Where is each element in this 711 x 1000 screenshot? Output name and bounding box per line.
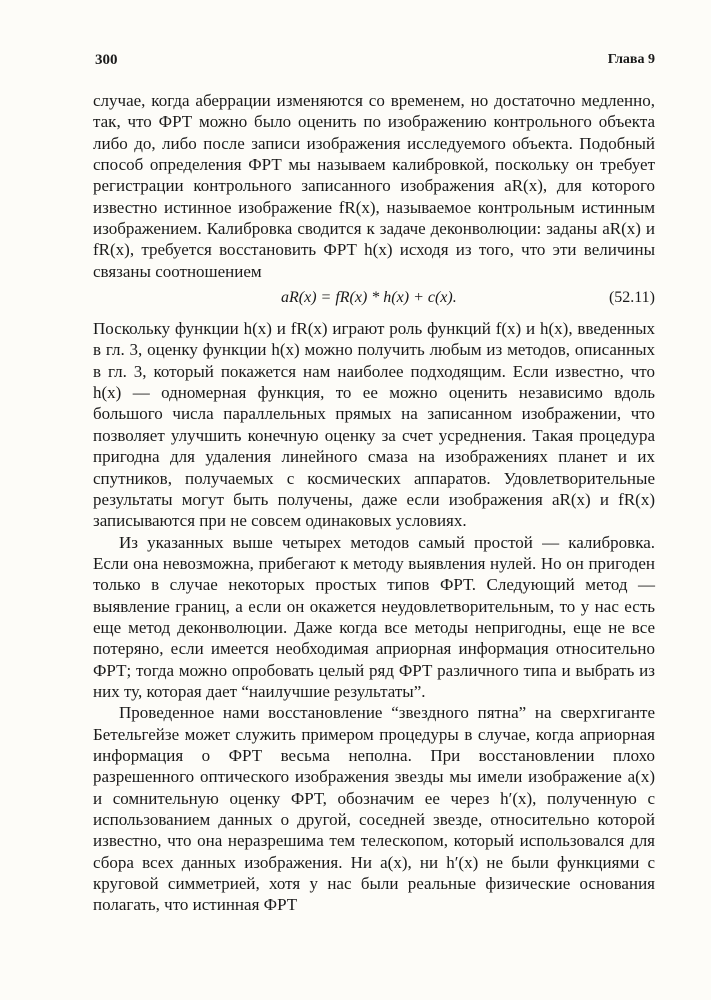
chapter-title: Глава 9 — [607, 52, 655, 67]
paragraph-4: Проведенное нами восстановление “звездного пятна” на сверхгиганте Бетельгейзе может служить примером процедуры в случае, когда априорная информация о ФРТ весьма неполна. При восстановлении плохо разрешенного оптического изображения звезды мы имели изображение a(x) и сомнительную оценку ФРТ, обозначим ее через h′(x), полученную с использованием данных о другой, соседней звезде, относительно которой известно, что она неразрешима тем телескопом, который использовался для сбора всех данных изображения. Ни a(x), ни h′(x) не были функциями с круговой симметрией, хотя у нас были реальные физические основания полагать, что истинная ФРТ — [93, 703, 655, 915]
paragraph-2: Поскольку функции h(x) и fR(x) играют роль функций f(x) и h(x), введенных в гл. 3, оценку функции h(x) можно получить любым из методов, описанных в гл. 3, который покажется нам наиболее подходящим. Если известно, что h(x) — одномерная функция, то ее можно оценить независимо вдоль большого числа параллельных прямых на записанном изображении, что позволяет улучшить конечную оценку за счет усреднения. Такая процедура пригодна для удаления линейного смаза на изображениях планет и их спутников, получаемых с космических аппаратов. Удовлетворительные результаты могут быть получены, даже если изображения aR(x) и fR(x) записываются при не совсем одинаковых условиях. — [93, 319, 655, 531]
paragraph-3: Из указанных выше четырех методов самый простой — калибровка. Если она невозможна, прибегают к методу выявления нулей. Но он пригоден только в случае некоторых простых типов ФРТ. Следующий метод — выявление границ, а если он окажется неудовлетворительным, то у нас есть еще метод деконволюции. Даже когда все методы непригодны, еще не все потеряно, если имеется необходимая априорная информация относительно ФРТ; тогда можно опробовать целый ряд ФРТ различного типа и выбрать из них ту, которая дает “наилучшие результаты”. — [93, 532, 655, 701]
page-number: 300 — [95, 52, 118, 68]
equation-expression: aR(x) = fR(x) * h(x) + c(x). — [281, 289, 457, 307]
page-header — [95, 52, 655, 72]
equation-number: (52.11) — [608, 289, 655, 307]
body-text — [93, 90, 655, 916]
equation-52-11 — [93, 284, 655, 308]
paragraph-1: случае, когда аберрации изменяются со временем, но достаточно медленно, так, что ФРТ можно было оценить по изображению контрольного объекта либо до, либо после записи изображения исследуемого объекта. Подобный способ определения ФРТ мы называем калибровкой, поскольку он требует регистрации контрольного записанного изображения aR(x), для которого известно истинное изображение fR(x), называемое контрольным истинным изображением. Калибровка сводится к задаче деконволюции: заданы aR(x) и fR(x), требуется восстановить ФРТ h(x) исходя из того, что эти величины связаны соотношением — [93, 91, 655, 281]
